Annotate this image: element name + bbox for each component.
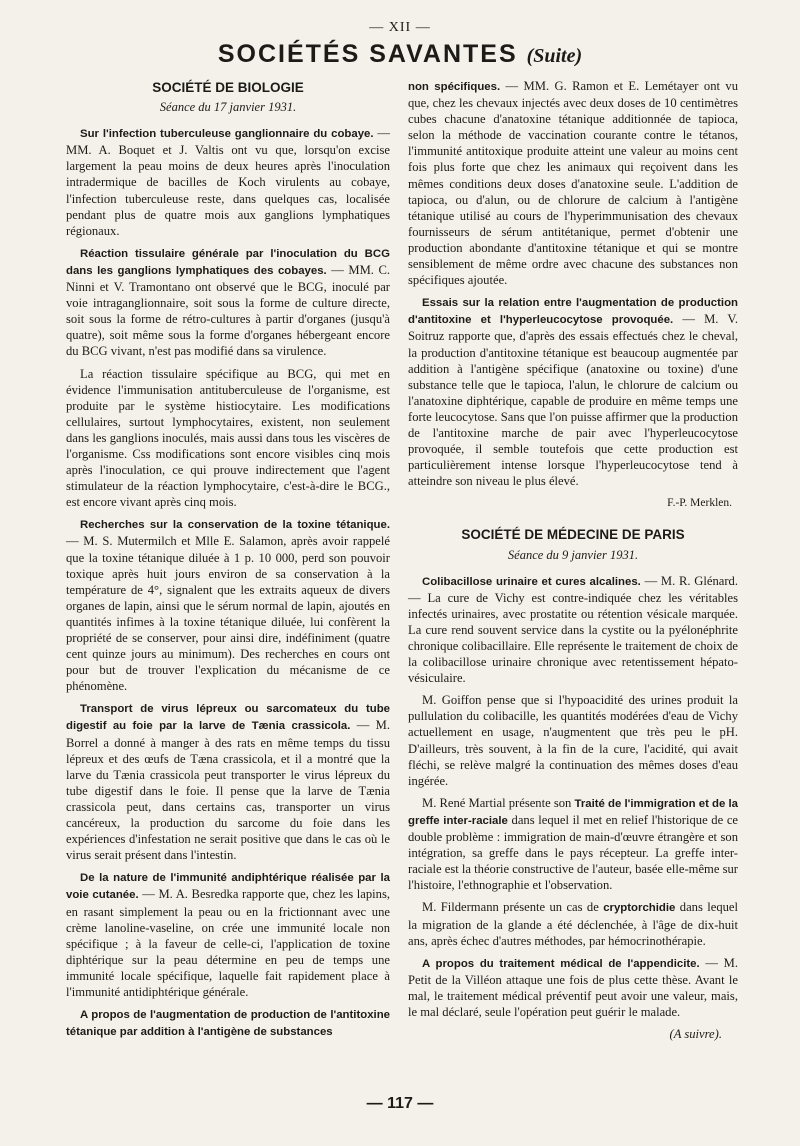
- article-goiffon: M. Goiffon pense que si l'hypoacidité des urines produit la pullulation du colibacille, les quantités modérées d'eau de Vichy actuellement en usage, n'augmentent que très peu le pH. D'ailleurs, très souvent, à la fin de la cure, l'acidité, qui avait fléchi, se relève malgré la continuation des mêmes doses d'eau ingérée.: [408, 693, 738, 788]
- article-body: — M. S. Mutermilch et Mlle E. Salamon, après avoir rappelé que la toxine tétanique diluée à 1 p. 10 000, perd son pouvoir toxique après huit jours environ de sa conservation à la température de 4°, signalent que les extraits aqueux de divers organes de lapin, ainsi que le sérum normal de lapin, ajoutés en quantités infimes à la toxine tétanique diluée, lui confèrent la propriété de se conserver, pour ainsi dire, indéfiniment (quatre cent quinze jours au minimum). Des recherches en cours ont pour but de trouver l'explication du mécanisme de ce phénomène.: [66, 534, 390, 694]
- article-toxine: [66, 516, 390, 694]
- article-body: dans lequel il met en relief l'historique de ce double problème : immigration de main-d'œuvre étrangère et son intégration, sa greffe dans le pays récepteur. La greffe inter-raciale est la théorie constructive de l'auteur, basée elle-même sur l'histoire, l'ethnographie et l'observation.: [408, 812, 738, 893]
- article-body: — M. A. Besredka rapporte que, chez les lapins, en rasant simplement la peau ou en la frictionnant avec une crème lanoline-vaseline, on crée une immunité locale non spécifique ; à la faveur de celle-ci, l'application de toxine diphtérique sur la peau détermine en peu de temps une immunité locale spécifique, laquelle fait rapidement place à l'immunité antidiphtérique générale.: [66, 887, 391, 999]
- article-body: dans lequel la migration de la glande a été déclenchée, à l'âge de dix-huit ans, après échec d'autres méthodes, par hémocrinothérapie.: [408, 900, 738, 948]
- article-body: — M. R. Glénard. — La cure de Vichy est contre-indiquée chez les véritables infectés urinaires, avec prostatite ou rétention vésicale marquée. La cure rend souvent service dans la cystite ou la pyélonéphrite chronique colibacillaire. Elle représente le traitement de choix de la colibacillose urinaire chronique avec retentissement hépato-vésiculaire.: [408, 573, 738, 686]
- article-heading: A propos de l'augmentation de production de l'antitoxine tétanique par addition à l'antigène de substances: [66, 1009, 390, 1039]
- article-intro: M. Fildermann présente un cas de: [422, 900, 599, 915]
- article-immigration: [408, 795, 738, 894]
- article-heading: Réaction tissulaire générale par l'inoculation du BCG dans les ganglions lymphatiques des cobayes.: [66, 247, 390, 277]
- article-bcg: [66, 245, 390, 360]
- article-heading: Sur l'infection tuberculeuse ganglionnaire du cobaye.: [80, 128, 374, 141]
- section-title-text: SOCIÉTÉS SAVANTES: [217, 40, 518, 68]
- right-column: [408, 78, 738, 1042]
- article-body: — MM. A. Boquet et J. Valtis ont vu que, lorsqu'on excise largement la peau moins de deux heures après l'inoculation intradermique de bacilles de Koch virulents au cobaye, l'infection tuberculeuse reste, dans quelques cas, localisée pendant plus de quatre mois aux ganglions lymphatiques régionaux.: [66, 126, 390, 238]
- to-be-continued: (A suivre).: [669, 1027, 722, 1042]
- roman-page-number: — XII —: [369, 20, 431, 35]
- article-heading: Traité de l'immigration et de la greffe inter-raciale: [408, 797, 738, 827]
- article-antitoxine-cont: [408, 78, 738, 288]
- article-transport-virus: [66, 700, 390, 863]
- article-heading: Colibacillose urinaire et cures alcalines.: [422, 575, 641, 588]
- article-body: — M. Borrel a donné à manger à des rats en même temps du tissu lépreux et des œufs de Tæna crassicola, et il a montré que la larve du Tænia crassicola peut transporter le virus lépreux du tube digestif dans le foie. Il pense que la larve de Tænia crassicola peut, dans certains cas, transporter un virus cancéreux, la production du sarcome du foie dans les expériences d'infestation ne serait positive que dans le cas où le virus serait présent dans l'intestin.: [66, 718, 391, 863]
- article-heading: Essais sur la relation entre l'augmentation de production d'antitoxine et l'hyperleucocytose provoquée.: [408, 297, 738, 327]
- article-appendicite: [408, 955, 738, 1020]
- seance-date-medecine: Séance du 9 janvier 1931.: [507, 547, 639, 562]
- article-intro: M. René Martial présente son: [422, 795, 572, 810]
- article-heading: A propos du traitement médical de l'appendicite.: [422, 957, 700, 970]
- article-antitoxine-start: [66, 1006, 390, 1040]
- article-colibacillose: [408, 573, 738, 687]
- article-body: — M. V. Soitruz rapporte que, d'après des essais effectués chez le cheval, la production d'antitoxine tétanique est beaucoup augmentée par addition à l'antigène spécifique (anatoxine ou toxine) d'une substance telle que le tapioca, l'alun, le chlorure de calcium ou l'anatoxine diphtérique, capable de produire en même temps une forte leucocytose. Sans que l'on puisse affirmer que la production de l'antitoxine marche de pair avec l'hyperleucocytose provoquée, il semble toutefois que cette production est particulièrement intense lorsque l'hyperleucocytose tend à atteindre son niveau le plus élevé.: [408, 312, 738, 489]
- seance-date-biologie: Séance du 17 janvier 1931.: [159, 100, 297, 115]
- article-cryptorchidie: [408, 899, 738, 948]
- section-title: [0, 40, 800, 69]
- page-number: — 117 —: [366, 1095, 434, 1112]
- article-heading: cryptorchidie: [603, 902, 676, 915]
- article-body: — MM. C. Ninni et V. Tramontano ont observé que le BCG, inoculé par voie intraganglionnaire, soit sous la forme de culture directe, soit sous la forme de rétro-cultures à partir d'organes (jusqu'à quatre), soit même sous la forme d'organes hébergeant encore du BCG vivant, n'est pas modifié dans sa virulence.: [66, 262, 391, 359]
- article-heading: non spécifiques.: [408, 81, 501, 93]
- left-column: [66, 78, 390, 1046]
- article-bcg-paragraph: La réaction tissulaire spécifique au BCG, qui met en évidence l'immunisation antituberculeuse de l'organisme, est produite par le système histiocytaire. Les modifications cellulaires, surtout lymphocytaires, existent, non seulement dans les ganglions inoculés, mais aussi dans tous les viscères de l'organisme. Css modifications sont encore visibles cinq mois après l'inoculation, ce qui prouve indirectement que l'agent stimulateur de la réaction lymphocytaire, c'est-à-dire le BCG., est encore vivant après cinq mois.: [66, 366, 390, 510]
- society-title-biologie: SOCIÉTÉ DE BIOLOGIE: [152, 80, 304, 95]
- article-body: — M. Petit de la Villéon attaque une fois de plus cette thèse. Avant le mal, le traitement médical préventif peut avoir une valeur, mais, le mal déclaré, seule l'opération peut guérir le malade.: [408, 955, 739, 1019]
- author-signature: F.-P. Merklen.: [667, 497, 732, 510]
- article-hyperleucocytose: [408, 294, 738, 489]
- article-immunite: [66, 869, 390, 1000]
- article-heading: Recherches sur la conservation de la toxine tétanique.: [80, 519, 390, 532]
- section-title-suite: (Suite): [526, 45, 583, 67]
- article-body: — MM. G. Ramon et E. Lemétayer ont vu que, chez les chevaux injectés avec deux doses de 10 centimètres cubes chacune d'anatoxine tétanique additionnée de tapioca, selon la méthode de vaccination courante contre le tétanos, l'immunité antitoxique produite atteint une valeur au moins cent fois plus forte que chez les animaux qui reçoivent dans les mêmes conditions deux doses d'anatoxine seule. L'addition de tapioca, ou d'alun, ou de chlorure de calcium à l'antigène tétanique utilisé au cours de l'hyperimmunisation des chevaux fournisseurs de sérum antitétanique, permet d'obtenir une production abondante d'antitoxine tétanique et qui se montre sensiblement de même ordre avec chacune des substances non spécifiques ajoutée.: [408, 79, 738, 288]
- article-heading: Transport de virus lépreux ou sarcomateux du tube digestif au foie par la larve de Tænia crassicola.: [66, 703, 390, 733]
- article-heading: De la nature de l'immunité andiphtérique réalisée par la voie cutanée.: [66, 872, 390, 902]
- article-tuberculose: [66, 125, 390, 239]
- society-title-medecine: SOCIÉTÉ DE MÉDECINE DE PARIS: [461, 527, 685, 543]
